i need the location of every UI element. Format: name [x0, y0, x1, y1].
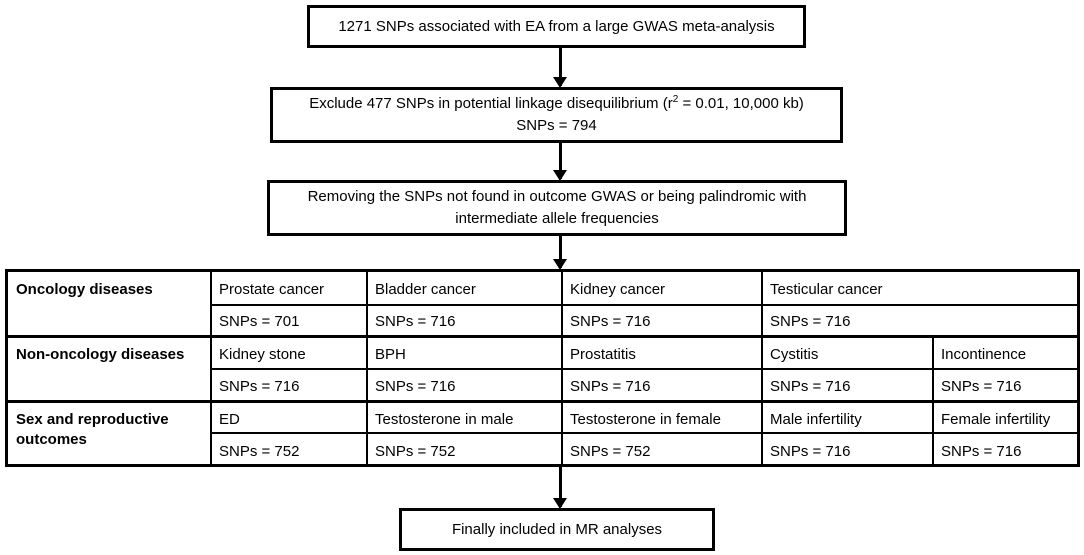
outcome-bladder-cancer: Bladder cancer — [375, 281, 476, 298]
snps-kidney-stone: SNPs = 716 — [219, 378, 300, 395]
outcome-kidney-cancer: Kidney cancer — [570, 281, 666, 298]
step-remove-snps-line2: intermediate allele frequencies — [455, 210, 659, 227]
outcome-male-infertility: Male infertility — [770, 411, 862, 428]
outcome-testosterone-female: Testosterone in female — [570, 411, 721, 428]
arrow-3 — [559, 236, 562, 268]
snps-bladder-cancer: SNPs = 716 — [375, 313, 456, 330]
outcome-prostate-cancer: Prostate cancer — [219, 281, 325, 298]
step-final-included — [399, 508, 715, 551]
outcomes-table — [5, 269, 1080, 467]
snps-testicular-cancer: SNPs = 716 — [770, 313, 851, 330]
step-exclude-ld-line2: SNPs = 794 — [516, 117, 597, 134]
snps-prostatitis: SNPs = 716 — [570, 378, 651, 395]
outcome-cystitis: Cystitis — [770, 346, 819, 363]
outcome-prostatitis: Prostatitis — [570, 346, 636, 363]
snps-cystitis: SNPs = 716 — [770, 378, 851, 395]
group-header-sex-reproductive: Sex and reproductive outcomes — [16, 411, 169, 448]
snps-ed: SNPs = 752 — [219, 443, 300, 460]
step-initial-snps — [307, 5, 806, 48]
outcome-bph: BPH — [375, 346, 406, 363]
arrow-1 — [559, 48, 562, 86]
step-initial-snps-text: 1271 SNPs associated with EA from a large GWAS meta-analysis — [338, 17, 775, 35]
snps-male-infertility: SNPs = 716 — [770, 443, 851, 460]
outcome-incontinence: Incontinence — [941, 346, 1027, 363]
outcome-kidney-stone: Kidney stone — [219, 346, 306, 363]
outcome-ed: ED — [219, 411, 240, 428]
snps-testosterone-female: SNPs = 752 — [570, 443, 651, 460]
snps-bph: SNPs = 716 — [375, 378, 456, 395]
arrow-2 — [559, 143, 562, 179]
arrow-4 — [559, 467, 562, 507]
step-final-included-text: Finally included in MR analyses — [451, 520, 663, 538]
snps-testosterone-male: SNPs = 752 — [375, 443, 456, 460]
snps-female-infertility: SNPs = 716 — [941, 443, 1022, 460]
step-remove-snps — [267, 180, 847, 236]
group-header-non-oncology: Non-oncology diseases — [16, 346, 185, 363]
step-remove-snps-line1: Removing the SNPs not found in outcome GWAS or being palindromic with — [307, 188, 807, 205]
snps-incontinence: SNPs = 716 — [941, 378, 1022, 395]
outcome-testicular-cancer: Testicular cancer — [770, 281, 883, 298]
outcome-female-infertility: Female infertility — [941, 411, 1051, 428]
outcome-testosterone-male: Testosterone in male — [375, 411, 514, 428]
snps-prostate-cancer: SNPs = 701 — [219, 313, 300, 330]
group-header-oncology: Oncology diseases — [16, 281, 153, 298]
step-exclude-ld — [270, 87, 843, 143]
step-exclude-ld-line1: Exclude 477 SNPs in potential linkage disequilibrium ($r^2 = 0.01$, 10,000 kb) — [309, 94, 804, 112]
snps-kidney-cancer: SNPs = 716 — [570, 313, 651, 330]
